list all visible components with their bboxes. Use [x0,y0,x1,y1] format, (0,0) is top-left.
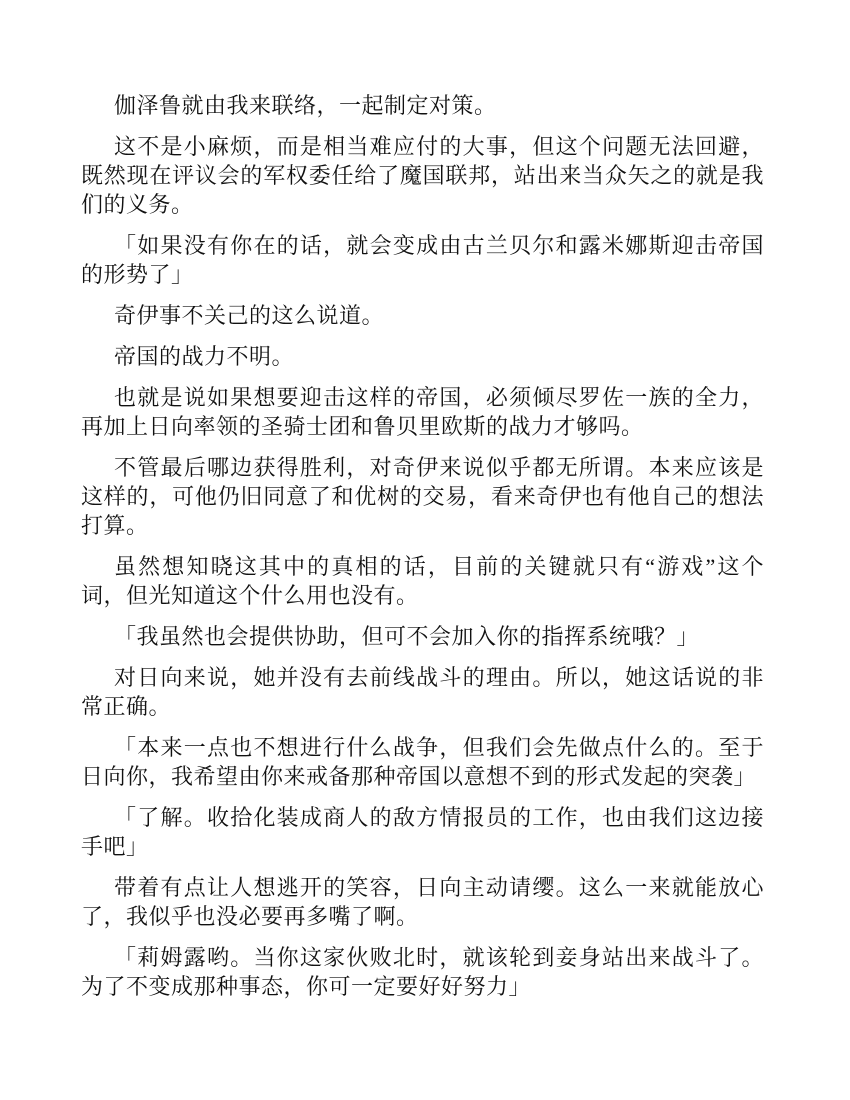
paragraph-quote: 「我虽然也会提供协助，但可不会加入你的指挥系统哦？」 [114,624,700,649]
paragraph: 这不是小麻烦，而是相当难应付的大事，但这个问题无法回避，既然现在评议会的军权委任给了魔国联邦，站出来当众矢之的就是我们的义务。 [81,134,764,217]
paragraph-quote: 「莉姆露哟。当你这家伙败北时，就该轮到妾身站出来战斗了。为了不变成那种事态，你可一定要好好努力」 [81,945,764,999]
paragraph-quote: 「了解。收拾化装成商人的敌方情报员的工作，也由我们这边接手吧」 [81,805,764,859]
paragraph: 带着有点让人想逃开的笑容，日向主动请缨。这么一来就能放心了，我似乎也没必要再多嘴了啊。 [81,875,764,929]
paragraph-quote: 「本来一点也不想进行什么战争，但我们会先做点什么的。至于日向你，我希望由你来戒备那种帝国以意想不到的形式发起的突袭」 [81,735,764,789]
paragraph: 伽泽鲁就由我来联络，一起制定对策。 [114,93,497,118]
paragraph-quote: 「如果没有你在的话，就会变成由古兰贝尔和露米娜斯迎击帝国的形势了」 [81,233,764,287]
paragraph: 也就是说如果想要迎击这样的帝国，必须倾尽罗佐一族的全力，再加上日向率领的圣骑士团和鲁贝里欧斯的战力才够吗。 [81,385,764,439]
paragraph: 帝国的战力不明。 [114,344,295,369]
paragraph: 奇伊事不关己的这么说道。 [114,303,385,328]
paragraph: 虽然想知晓这其中的真相的话，目前的关键就只有“游戏”这个词，但光知道这个什么用也没有。 [81,554,764,608]
paragraph: 对日向来说，她并没有去前线战斗的理由。所以，她这话说的非常正确。 [81,665,764,719]
paragraph: 不管最后哪边获得胜利，对奇伊来说似乎都无所谓。本来应该是这样的，可他仍旧同意了和优树的交易，看来奇伊也有他自己的想法打算。 [81,455,764,538]
